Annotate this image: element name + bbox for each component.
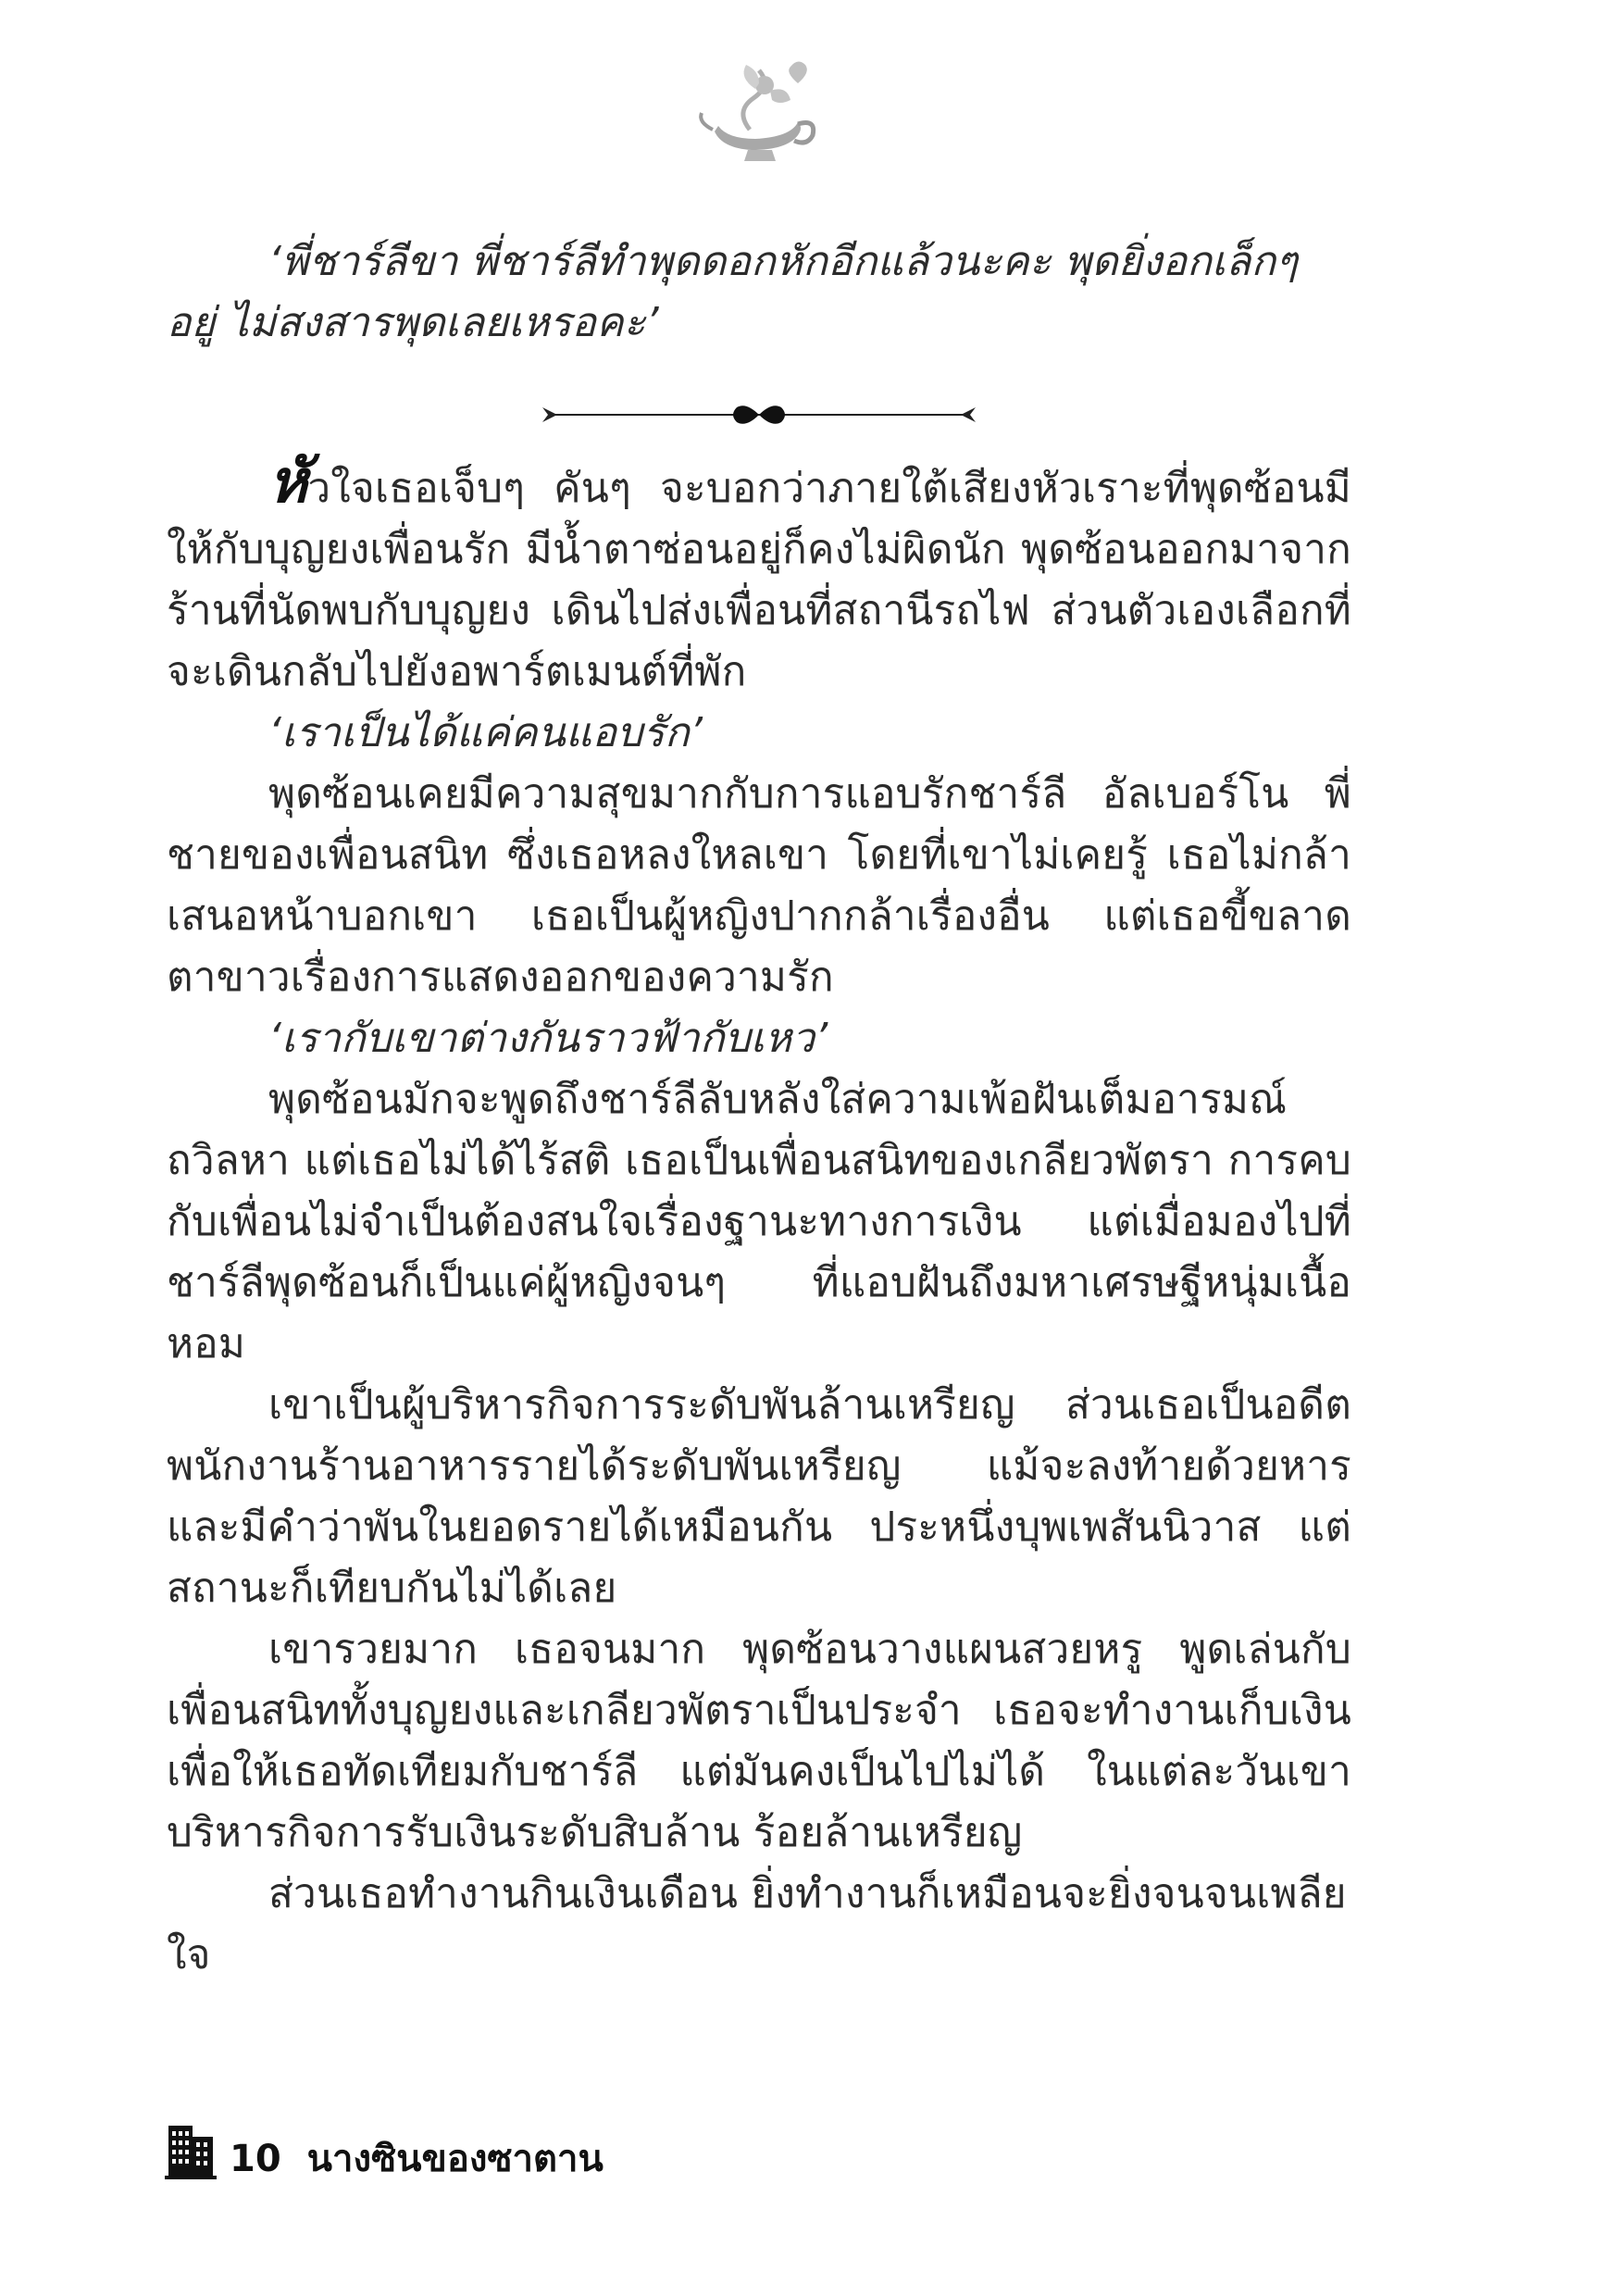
book-title: นางซินของซาตาน xyxy=(306,2138,604,2180)
opening-quote: ‘พี่ชาร์ลีขา พี่ชาร์ลีทำพุดดอกหักอีกแล้วนะคะ พุดยิ่งอกเล็กๆ อยู่ ไม่สงสารพุดเลยเหรอคะ’ xyxy=(167,238,1299,346)
paragraph-3: พุดซ้อนมักจะพูดถึงชาร์ลีลับหลังใส่ความเพ้อฝันเต็มอารมณ์ถวิลหา แต่เธอไม่ได้ไร้สติ เธอเป็นเพื่อนสนิทของเกลียวพัตรา การคบกับเพื่อนไม่จำเป็นต้องสนใจเรื่องฐานะทางการเงิน แต่เมื่อมองไปที่ชาร์ลีพุดซ้อนก็เป็นแค่ผู้หญิงจนๆ ที่แอบฝันถึงมหาเศรษฐีหนุ่มเนื้อหอม xyxy=(167,1076,1351,1367)
building-icon xyxy=(165,2120,217,2179)
paragraph-6: ส่วนเธอทำงานกินเงินเดือน ยิ่งทำงานก็เหมือนจะยิ่งจนจนเพลียใจ xyxy=(167,1870,1347,1978)
page-number: 10 xyxy=(230,2138,281,2180)
paragraph-4: เขาเป็นผู้บริหารกิจการระดับพันล้านเหรียญ ส่วนเธอเป็นอดีตพนักงานร้านอาหารรายได้ระดับพันเหรียญ แม้จะลงท้ายด้วยหาร และมีคำว่าพันในยอดรายได้เหมือนกัน ประหนึ่งบุพเพสันนิวาส แต่สถานะก็เทียบกันไม่ได้เลย xyxy=(167,1381,1351,1612)
ornament-divider xyxy=(537,396,981,433)
quote-sky-abyss: ‘เรากับเขาต่างกันราวฟ้ากับเหว’ xyxy=(268,1015,828,1062)
paragraph-2: พุดซ้อนเคยมีความสุขมากกับการแอบรักชาร์ลี อัลเบอร์โน พี่ชายของเพื่อนสนิท ซึ่งเธอหลงใหลเขา โดยที่เขาไม่เคยรู้ เธอไม่กล้าเสนอหน้าบอกเขา เธอเป็นผู้หญิงปากกล้าเรื่องอื่น แต่เธอขี้ขลาดตาขาวเรื่องการแสดงออกของความรัก xyxy=(167,770,1351,1001)
drop-cap: หั xyxy=(268,448,308,517)
cupid-lamp-emblem-icon xyxy=(694,57,824,168)
paragraph-1-text: วใจเธอเจ็บๆ คันๆ จะบอกว่าภายใต้เสียงหัวเราะที่พุดซ้อนมีให้กับบุญยงเพื่อนรัก มีน้ำตาซ่อนอยู่ก็คงไม่ผิดนัก พุดซ้อนออกมาจากร้านที่นัดพบกับบุญยง เดินไปส่งเพื่อนที่สถานีรถไฟ ส่วนตัวเองเลือกที่จะเดินกลับไปยังอพาร์ตเมนต์ที่พัก xyxy=(167,465,1351,695)
paragraph-5: เขารวยมาก เธอจนมาก พุดซ้อนวางแผนสวยหรู พูดเล่นกับเพื่อนสนิททั้งบุญยงและเกลียวพัตราเป็นประจำ เธอจะทำงานเก็บเงินเพื่อให้เธอทัดเทียมกับชาร์ลี แต่มันคงเป็นไปไม่ได้ ในแต่ละวันเขาบริหารกิจการรับเงินระดับสิบล้าน ร้อยล้านเหรียญ xyxy=(167,1626,1351,1856)
page-footer xyxy=(165,2115,604,2179)
paragraph-1 xyxy=(167,448,1351,703)
quote-secret-love: ‘เราเป็นได้แค่คนแอบรัก’ xyxy=(268,709,703,756)
